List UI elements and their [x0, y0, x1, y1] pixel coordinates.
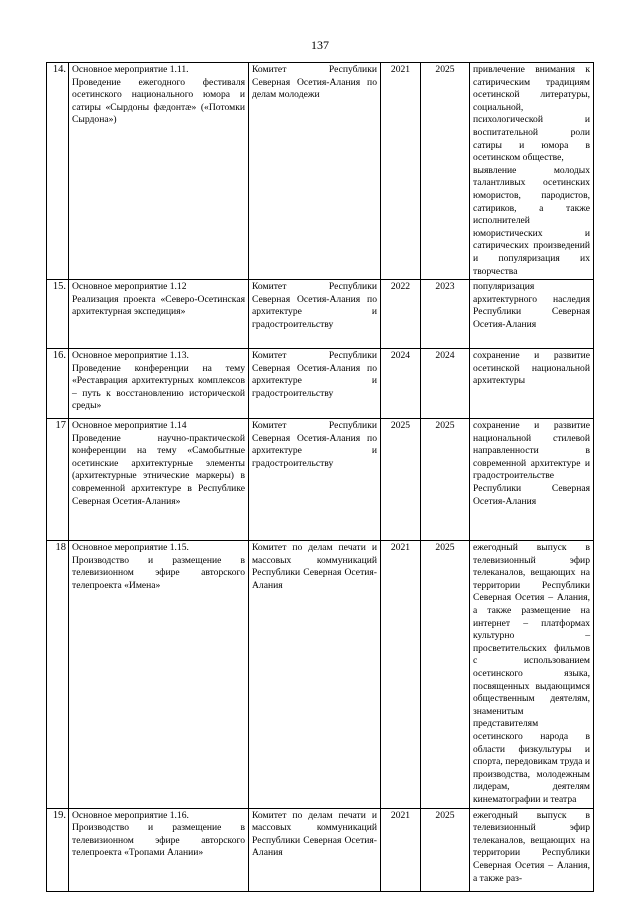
table-row [47, 349, 594, 419]
row-number: 14. [47, 63, 69, 280]
executor-cell: Комитет по делам печати и массовых коммуникаций Республики Северная Осетия-Алания [249, 808, 381, 891]
executor-cell: Комитет Республики Северная Осетия-Алания по архитектуре и градостроительству [249, 419, 381, 541]
executor-cell: Комитет по делам печати и массовых коммуникаций Республики Северная Осетия-Алания [249, 541, 381, 808]
result-cell: ежегодный выпуск в телевизионный эфир телеканалов, вещающих на территории Республики Северная Осетия – Алания, а также раз- [470, 808, 594, 891]
start-year-cell: 2025 [381, 419, 421, 541]
end-year-cell: 2025 [421, 808, 470, 891]
event-cell: Основное мероприятие 1.13. Проведение конференции на тему «Реставрация архитектурных комплексов – путь к восстановлению исторической среды» [69, 349, 249, 419]
row-number: 16. [47, 349, 69, 419]
row-number: 18 [47, 541, 69, 808]
start-year-cell: 2024 [381, 349, 421, 419]
event-cell: Основное мероприятие 1.16. Производство и размещение в телевизионном эфире авторского телепроекта «Тропами Алании» [69, 808, 249, 891]
executor-cell: Комитет Республики Северная Осетия-Алания по архитектуре и градостроительству [249, 280, 381, 349]
table-row [47, 419, 594, 541]
end-year-cell: 2023 [421, 280, 470, 349]
result-cell: сохранение и развитие осетинской национальной архитектуры [470, 349, 594, 419]
row-number: 17 [47, 419, 69, 541]
event-cell: Основное мероприятие 1.12 Реализация проекта «Северо-Осетинская архитектурная экспедиция» [69, 280, 249, 349]
table-row [47, 541, 594, 808]
event-cell: Основное мероприятие 1.14 Проведение научно-практической конференции на тему «Самобытные осетинские архитектурные элементы (архитектурные этнические маркеры) в современной архитектуре в Республике Северная Осетия-Алания» [69, 419, 249, 541]
start-year-cell: 2022 [381, 280, 421, 349]
table-row [47, 808, 594, 891]
end-year-cell: 2025 [421, 419, 470, 541]
result-cell: популяризация архитектурного наследия Республики Северная Осетия-Алания [470, 280, 594, 349]
executor-cell: Комитет Республики Северная Осетия-Алания по архитектуре и градостроительству [249, 349, 381, 419]
end-year-cell: 2025 [421, 63, 470, 280]
measures-table [46, 62, 594, 892]
start-year-cell: 2021 [381, 808, 421, 891]
end-year-cell: 2025 [421, 541, 470, 808]
executor-cell: Комитет Республики Северная Осетия-Алания по делам молодежи [249, 63, 381, 280]
result-cell: ежегодный выпуск в телевизионный эфир телеканалов, вещающих на территории Республики Северная Осетия – Алания, а также размещение на интернет – платформах культурно – просветительских фильмов с использованием осетинского языка, посвященных выдающимся общественным деятелям, знаменитым представителям осетинского народа в области физкультуры и спорта, передовикам труда и производства, молодежным лидерам, деятелям кинематографии и театра [470, 541, 594, 808]
page-number: 137 [311, 38, 329, 52]
table-row [47, 63, 594, 280]
row-number: 15. [47, 280, 69, 349]
row-number: 19. [47, 808, 69, 891]
result-cell: привлечение внимания к сатирическим традициям осетинской литературы, социальной, психологической и воспитательной роли сатиры и юмора в осетинском обществе, выявление молодых талантливых осетинских юмористов, пародистов, сатириков, а также исполнителей юмористических и сатирических произведений и популяризация их творчества [470, 63, 594, 280]
start-year-cell: 2021 [381, 541, 421, 808]
start-year-cell: 2021 [381, 63, 421, 280]
end-year-cell: 2024 [421, 349, 470, 419]
result-cell: сохранение и развитие национальной стилевой направленности в современной архитектуре и градостроительстве Республики Северная Осетия-Алания [470, 419, 594, 541]
table-row [47, 280, 594, 349]
event-cell: Основное мероприятие 1.15. Производство и размещение в телевизионном эфире авторского телепроекта «Имена» [69, 541, 249, 808]
event-cell: Основное мероприятие 1.11. Проведение ежегодного фестиваля осетинского национального юмора и сатиры «Сырдоны фæдонтæ» («Потомки Сырдона») [69, 63, 249, 280]
